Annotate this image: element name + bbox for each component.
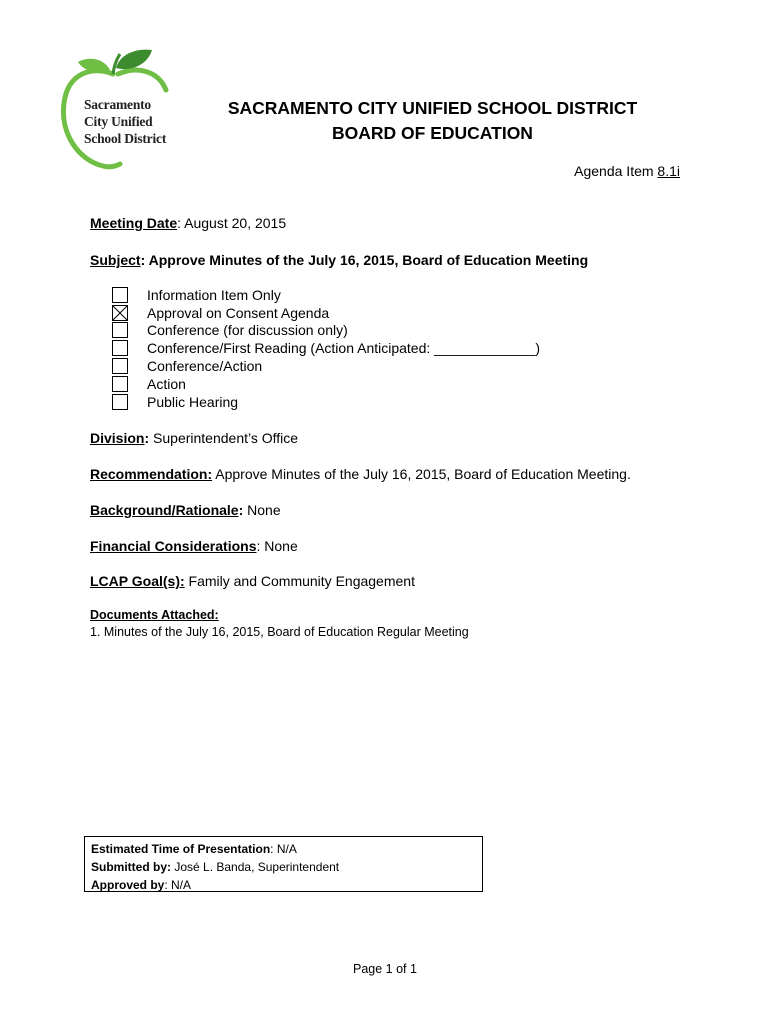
- approved-by-value: N/A: [171, 878, 192, 892]
- meeting-date: Meeting Date: August 20, 2015: [90, 215, 287, 231]
- presentation-summary-box: [84, 836, 483, 892]
- recommendation-label: Recommendation:: [90, 466, 213, 482]
- logo-line-1: Sacramento: [84, 97, 151, 112]
- checklist-item: [112, 322, 540, 340]
- title-board: BOARD OF EDUCATION: [332, 123, 533, 143]
- checklist-label: Action: [147, 375, 186, 392]
- estimated-time-value: N/A: [276, 842, 297, 856]
- title-district: SACRAMENTO CITY UNIFIED SCHOOL DISTRICT: [227, 98, 638, 118]
- subject-label: Subject: [90, 252, 141, 268]
- checklist-label: Conference/First Reading (Action Anticipated: _____________): [147, 340, 541, 357]
- background-rationale: Background/Rationale: None: [90, 502, 281, 518]
- logo-leaf-right: [116, 50, 152, 69]
- agenda-item-number: 8.1i: [657, 163, 680, 179]
- checklist-label: Conference (for discussion only): [147, 322, 348, 339]
- checklist-label: Public Hearing: [147, 393, 239, 410]
- background-label: Background/Rationale: [90, 502, 239, 518]
- agenda-item-prefix: Agenda Item: [574, 163, 658, 179]
- logo-leaf-left: [78, 59, 110, 72]
- submitted-by-value: José L. Banda, Superintendent: [174, 860, 340, 874]
- checklist-label: Conference/Action: [147, 358, 263, 375]
- logo-line-3: School District: [84, 131, 167, 146]
- subject-value: Approve Minutes of the July 16, 2015, Board of Education Meeting: [148, 252, 589, 268]
- approved-by: Approved by: N/A: [91, 878, 192, 892]
- submitted-by: [91, 858, 482, 876]
- checkbox-first-reading[interactable]: [112, 340, 128, 356]
- logo-line-2: City Unified: [84, 114, 153, 129]
- checklist-item: [112, 304, 540, 322]
- checklist-item: [112, 357, 540, 375]
- financial-label: Financial Considerations: [90, 538, 257, 554]
- checklist-label: Approval on Consent Agenda: [147, 304, 330, 321]
- checkbox-conference-action[interactable]: [112, 358, 128, 374]
- meeting-date-label: Meeting Date: [90, 215, 178, 231]
- financial-considerations: Financial Considerations: None: [90, 538, 298, 554]
- document-item[interactable]: 1. Minutes of the July 16, 2015, Board of Education Regular Meeting: [90, 625, 469, 639]
- recommendation: [90, 466, 631, 482]
- lcap-goals: [90, 573, 415, 589]
- division-label: Division: [90, 430, 145, 446]
- checklist-item: [112, 375, 540, 393]
- submitted-by-label: Submitted by:: [91, 860, 171, 874]
- checkbox-conference[interactable]: [112, 322, 128, 338]
- page-title: [160, 96, 705, 146]
- logo-text: [84, 96, 166, 147]
- checkbox-x-mark-icon: [113, 306, 127, 320]
- checklist-item: [112, 286, 540, 304]
- checkbox-information-item[interactable]: [112, 287, 128, 303]
- background-value: None: [247, 502, 281, 518]
- checkbox-action[interactable]: [112, 376, 128, 392]
- page-number: Page 1 of 1: [353, 962, 417, 976]
- checklist-item: [112, 339, 540, 357]
- recommendation-value: Approve Minutes of the July 16, 2015, Board of Education Meeting.: [215, 466, 631, 482]
- agenda-type-checklist: [112, 286, 540, 411]
- agenda-item: [574, 163, 680, 179]
- estimated-time: Estimated Time of Presentation: N/A: [91, 842, 297, 856]
- lcap-label: LCAP Goal(s):: [90, 573, 185, 589]
- division-value: Superintendent’s Office: [153, 430, 299, 446]
- documents-heading: Documents Attached:: [90, 608, 219, 622]
- subject: Subject: Approve Minutes of the July 16, 2015, Board of Education Meeting: [90, 252, 589, 268]
- division: Division: Superintendent’s Office: [90, 430, 299, 446]
- checklist-label: Information Item Only: [147, 286, 281, 303]
- logo-apple-outline-right: [118, 70, 166, 90]
- checkbox-public-hearing[interactable]: [112, 394, 128, 410]
- checkbox-consent-agenda[interactable]: [112, 305, 128, 321]
- estimated-time-label: Estimated Time of Presentation: [91, 842, 271, 856]
- meeting-date-value: August 20, 2015: [184, 215, 287, 231]
- financial-value: None: [264, 538, 298, 554]
- approved-by-label: Approved by: [91, 878, 165, 892]
- checklist-item: [112, 393, 540, 411]
- lcap-value: Family and Community Engagement: [188, 573, 415, 589]
